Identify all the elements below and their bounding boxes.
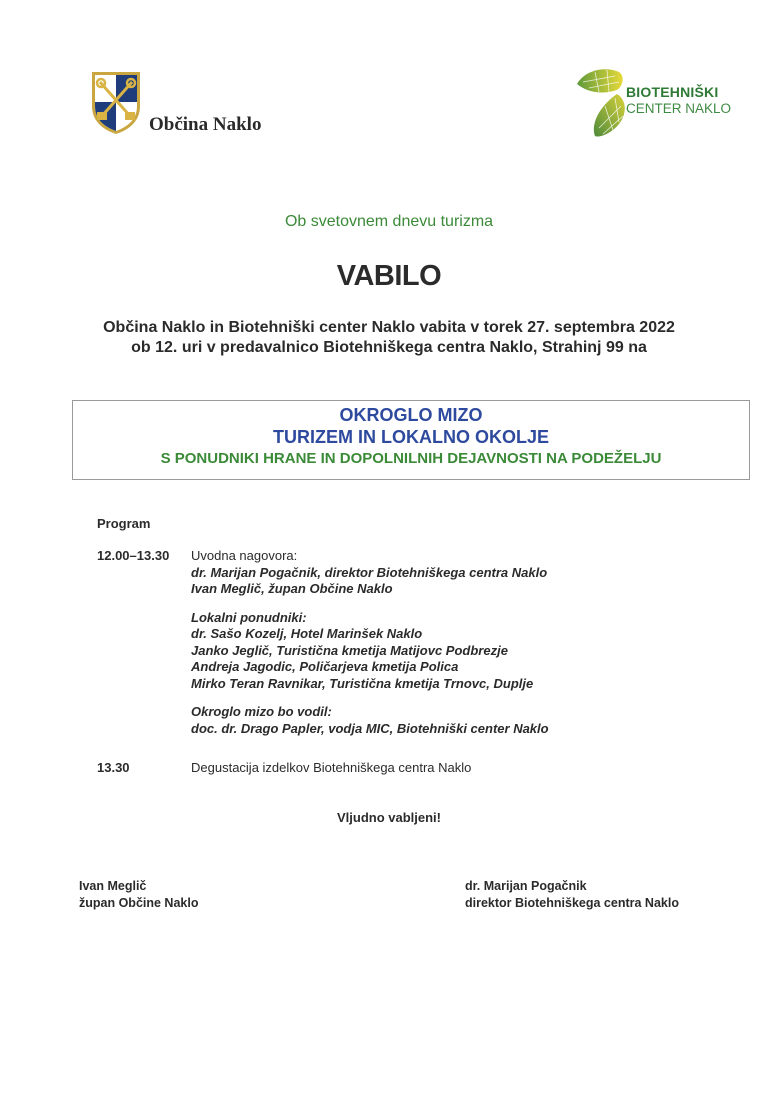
obcina-naklo-name: Občina Naklo	[149, 114, 262, 135]
biotehniski-center-logo	[575, 66, 745, 140]
event-title-line-1: OKROGLO MIZO	[339, 405, 483, 425]
program-time: 12.00–13.30	[97, 548, 170, 563]
intro-line-1: Občina Naklo in Biotehniški center Naklo vabita v torek 27. septembra 2022	[103, 319, 675, 336]
local-provider: dr. Sašo Kozelj, Hotel Marinšek Naklo	[191, 626, 423, 641]
speaker: Ivan Meglič, župan Občine Naklo	[191, 581, 393, 596]
signature-role: direktor Biotehniškega centra Naklo	[465, 895, 679, 910]
program-content	[191, 548, 549, 737]
intro-text	[0, 318, 778, 358]
signature-name: Ivan Meglič	[79, 879, 147, 893]
signature-left	[79, 878, 198, 911]
local-provider: Janko Jeglič, Turistična kmetija Matijovc Podbrezje	[191, 642, 508, 658]
program-content: Degustacija izdelkov Biotehniškega centra Naklo	[191, 760, 472, 775]
program-heading: Program	[97, 516, 151, 531]
program-time: 13.30	[97, 760, 130, 775]
moderator: doc. dr. Drago Papler, vodja MIC, Biotehniški center Naklo	[191, 720, 549, 736]
biotehniski-logo-line2: CENTER NAKLO	[626, 101, 732, 116]
local-provider: Andreja Jagodic, Poličarjeva kmetija Polica	[191, 659, 459, 674]
occasion-subtitle: Ob svetovnem dnevu turizma	[284, 213, 494, 230]
speaker: dr. Marijan Pogačnik, direktor Biotehniškega centra Naklo	[191, 564, 548, 580]
signature-name: dr. Marijan Pogačnik	[465, 879, 587, 893]
event-subtitle: S PONUDNIKI HRANE IN DOPOLNILNIH DEJAVNOSTI NA PODEŽELJU	[160, 450, 662, 467]
closing-greeting: Vljudno vabljeni!	[336, 810, 441, 825]
local-providers-heading: Lokalni ponudniki:	[191, 609, 307, 625]
crest-with-crossed-keys-icon	[90, 70, 142, 136]
signature-role: župan Občine Naklo	[79, 895, 199, 910]
biotehniski-logo-line1: BIOTEHNIŠKI	[626, 84, 719, 100]
page-title: VABILO	[336, 260, 442, 292]
signature-right	[465, 878, 679, 911]
local-provider: Mirko Teran Ravnikar, Turistična kmetija Trnovc, Duplje	[191, 675, 534, 691]
event-title-box	[72, 400, 750, 480]
intro-line-2: ob 12. uri v predavalnico Biotehniškega centra Naklo, Strahinj 99 na	[131, 339, 647, 356]
event-title-line-2: TURIZEM IN LOKALNO OKOLJE	[273, 427, 549, 447]
moderator-heading: Okroglo mizo bo vodil:	[191, 704, 332, 719]
intro-speeches-heading: Uvodna nagovora:	[191, 548, 298, 563]
obcina-naklo-logo	[90, 70, 310, 140]
